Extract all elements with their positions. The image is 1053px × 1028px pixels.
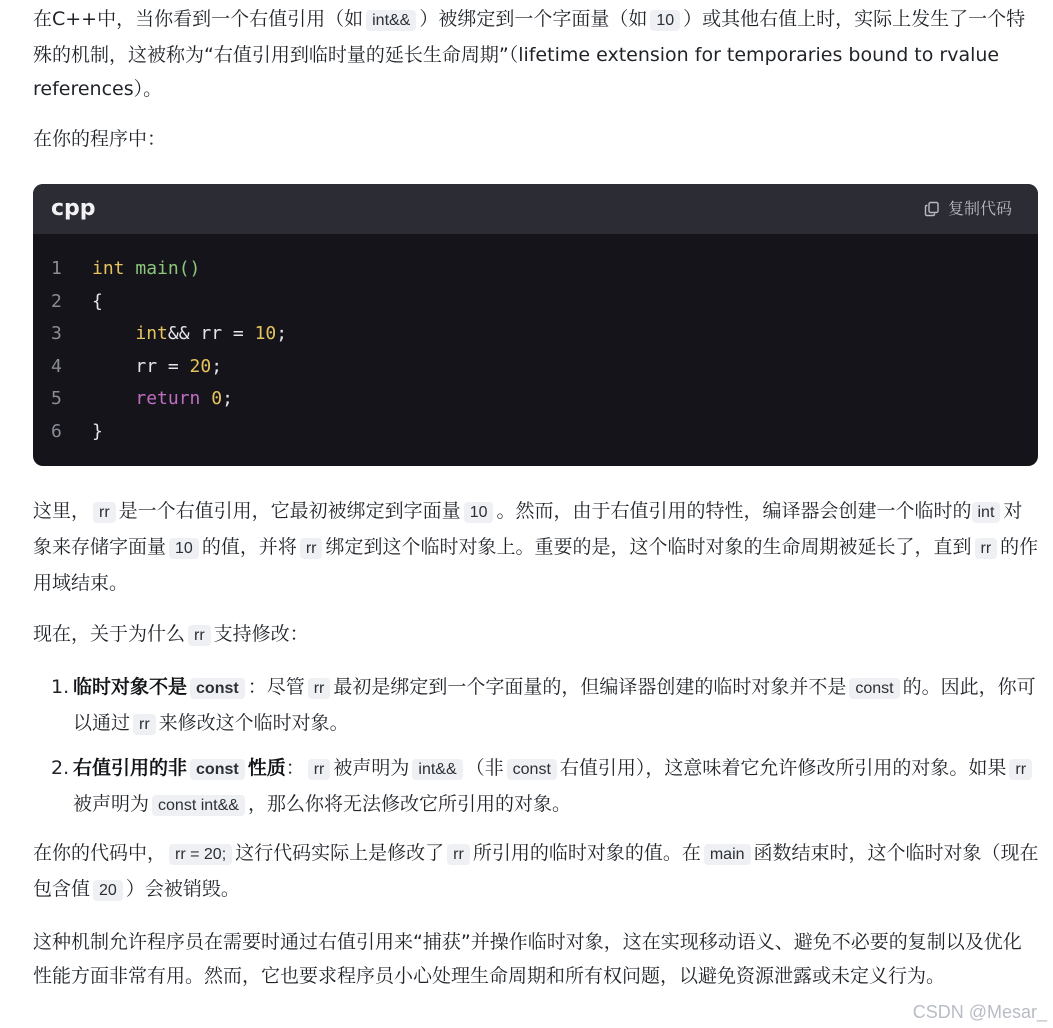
- code-token: 10: [254, 323, 277, 344]
- inline-code: const int&&: [152, 795, 245, 816]
- inline-code: 10: [169, 538, 199, 559]
- text: 的。因此，你可以通过: [73, 676, 1036, 734]
- text: （非: [465, 757, 504, 779]
- code-source: [92, 416, 103, 449]
- inline-code: main: [704, 844, 751, 865]
- text: 的作用域结束。: [33, 536, 1039, 594]
- code-line: [33, 383, 1038, 416]
- code-token: ;: [211, 355, 223, 377]
- text: 绑定到这个临时对象上。重要的是，这个临时对象的生命周期被延长了，直到: [325, 536, 972, 558]
- inline-code: const: [849, 678, 899, 699]
- code-lines: [33, 253, 1038, 448]
- line-number: 3: [51, 323, 62, 344]
- line-number: 2: [51, 290, 62, 312]
- text: 性质: [247, 757, 286, 779]
- code-source: [92, 318, 287, 351]
- code-token: rr =: [135, 355, 190, 377]
- code-line: [33, 351, 1038, 384]
- code-token: ;: [276, 323, 288, 344]
- text: 支持修改：: [213, 623, 309, 645]
- code-token: 0: [211, 388, 223, 409]
- code-effect-paragraph: [33, 836, 1039, 908]
- code-token: 20: [189, 355, 212, 377]
- list-number: 2.: [51, 757, 70, 779]
- code-token: && rr =: [167, 323, 255, 344]
- text: ）会被销毁。: [125, 878, 240, 900]
- text: 这里，: [33, 500, 91, 522]
- copy-icon: [924, 201, 940, 217]
- inline-code: int: [972, 502, 1001, 523]
- inline-code: 10: [650, 10, 680, 31]
- text: 右值引用的非: [73, 757, 188, 779]
- list-item: [33, 751, 1039, 823]
- text: 最初是绑定到一个字面量的，但编译器创建的临时对象并不是: [333, 676, 847, 698]
- inline-code: rr: [188, 625, 211, 646]
- inline-code: rr: [308, 678, 331, 699]
- inline-code: rr: [133, 714, 156, 735]
- text: 被声明为: [73, 793, 150, 815]
- inline-code: int&&: [366, 10, 416, 31]
- program-intro-text: 在你的程序中：: [33, 128, 167, 150]
- line-number: 5: [51, 388, 62, 409]
- inline-code: rr: [300, 538, 323, 559]
- inline-code: const: [190, 759, 245, 780]
- text: 对象来存储字面量: [33, 500, 1023, 558]
- list-item-heading: [73, 676, 248, 698]
- list-number: 1.: [51, 676, 70, 698]
- code-token: }: [92, 420, 103, 442]
- code-source: [92, 383, 233, 416]
- code-token: main: [135, 258, 179, 279]
- code-token: int: [92, 258, 125, 279]
- code-source: [92, 286, 103, 319]
- csdn-watermark: CSDN @Mesar_: [912, 1002, 1047, 1022]
- intro-paragraph: [33, 2, 1039, 106]
- text: 。然而，由于右值引用的特性，编译器会创建一个临时的: [496, 500, 972, 522]
- line-number: 6: [51, 420, 62, 442]
- code-block: [33, 184, 1038, 466]
- line-number: 1: [51, 258, 62, 279]
- code-source: [92, 351, 222, 384]
- code-source: [92, 253, 200, 286]
- inline-code: rr: [1009, 759, 1032, 780]
- code-language-label: cpp: [51, 196, 96, 221]
- code-line: [33, 253, 1038, 286]
- reasons-list: [33, 670, 1039, 823]
- code-token: [125, 258, 136, 279]
- text: 现在，关于为什么: [33, 623, 186, 645]
- code-token: {: [92, 290, 103, 312]
- text: 是一个右值引用，它最初被绑定到字面量: [118, 500, 461, 522]
- inline-code: rr = 20;: [169, 844, 232, 865]
- text: 在你的代码中，: [33, 842, 167, 864]
- inline-code: rr: [447, 844, 470, 865]
- code-line: [33, 318, 1038, 351]
- inline-code: 10: [464, 502, 494, 523]
- text: ：尽管: [247, 676, 305, 698]
- explanation-paragraph: [33, 494, 1039, 600]
- inline-code: rr: [975, 538, 998, 559]
- inline-code: int&&: [412, 759, 462, 780]
- text: ，那么你将无法修改它所引用的对象。: [247, 793, 571, 815]
- text: 所引用的临时对象的值。在: [472, 842, 701, 864]
- text: ）或其他右值上时，实际上发生了一个特殊的机制，这被称为“右值引用到临时量的延长生命周期”（lifetime extension for temporaries bound to rvalue references）。: [33, 8, 1026, 100]
- text: 被声明为: [333, 757, 410, 779]
- text: ）被绑定到一个字面量（如: [419, 8, 648, 30]
- inline-code: rr: [93, 502, 116, 523]
- inline-code: 20: [93, 880, 123, 901]
- text: 这行代码实际上是修改了: [235, 842, 445, 864]
- copy-code-button[interactable]: [924, 192, 1012, 226]
- summary-paragraph: 这种机制允许程序员在需要时通过右值引用来“捕获”并操作临时对象，这在实现移动语义、避免不必要的复制以及优化性能方面非常有用。然而，它也要求程序员小心处理生命周期和所有权问题，以避免资源泄露或未定义行为。: [33, 931, 1022, 987]
- code-token: [200, 388, 211, 409]
- text: 来修改这个临时对象。: [158, 712, 349, 734]
- text: 临时对象不是: [73, 676, 188, 698]
- inline-code: const: [190, 678, 245, 699]
- line-number: 4: [51, 355, 62, 377]
- text: 的值，并将: [201, 536, 297, 558]
- text: 函数结束时，这个临时对象（现在包含值: [33, 842, 1039, 900]
- code-line: [33, 286, 1038, 319]
- code-token: ;: [222, 388, 233, 409]
- code-token: return: [135, 388, 201, 409]
- code-block-header: [33, 184, 1038, 234]
- inline-code: const: [507, 759, 557, 780]
- code-token: (): [178, 258, 201, 279]
- list-item: [33, 670, 1039, 742]
- copy-code-label: 复制代码: [947, 199, 1012, 218]
- text: ：: [285, 757, 305, 779]
- code-line: [33, 416, 1038, 449]
- list-item-heading: [73, 757, 286, 779]
- text: 右值引用），这意味着它允许修改所引用的对象。如果: [559, 757, 1007, 779]
- inline-code: rr: [308, 759, 331, 780]
- text: 在C++中，当你看到一个右值引用（如: [33, 8, 364, 30]
- why-modifiable-paragraph: [33, 617, 1039, 653]
- code-token: int: [135, 323, 168, 344]
